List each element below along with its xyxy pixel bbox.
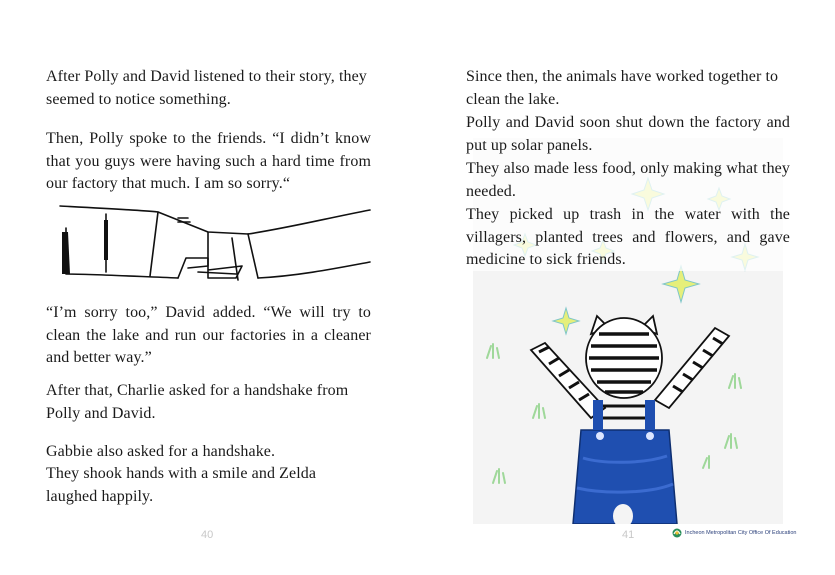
story-paragraph: Polly and David soon shut down the factory and put up solar panels. (466, 114, 790, 154)
story-paragraph: They picked up trash in the water with the villagers, planted trees and flowers, and gave medicine to sick friends. (466, 206, 790, 268)
left-page (0, 0, 417, 575)
publisher-logo (672, 528, 797, 538)
publisher-name: Incheon Metropolitan City Office Of Education (685, 530, 797, 536)
story-paragraph: Gabbie also asked for a handshake. (46, 443, 276, 460)
story-paragraph: “I’m sorry too,” David added. “We will try to clean the lake and run our factories in a cleaner and better way.” (46, 304, 371, 366)
story-paragraph: Then, Polly spoke to the friends. “I didn’t know that you guys were having such a hard time from our factory that much. I am so sorry.“ (46, 130, 371, 192)
page-number: 40 (201, 529, 214, 541)
handshake-illustration (58, 198, 376, 284)
publisher-emblem-icon (672, 528, 682, 538)
story-paragraph: Since then, the animals have worked together to clean the lake. (466, 68, 779, 108)
story-paragraph: They also made less food, only making what they needed. (466, 160, 790, 200)
story-paragraph: After Polly and David listened to their story, they seemed to notice something. (46, 68, 367, 108)
story-paragraph: They shook hands with a smile and Zelda laughed happily. (46, 465, 317, 505)
story-paragraph: After that, Charlie asked for a handshake from Polly and David. (46, 382, 349, 422)
page-number: 41 (622, 529, 635, 541)
